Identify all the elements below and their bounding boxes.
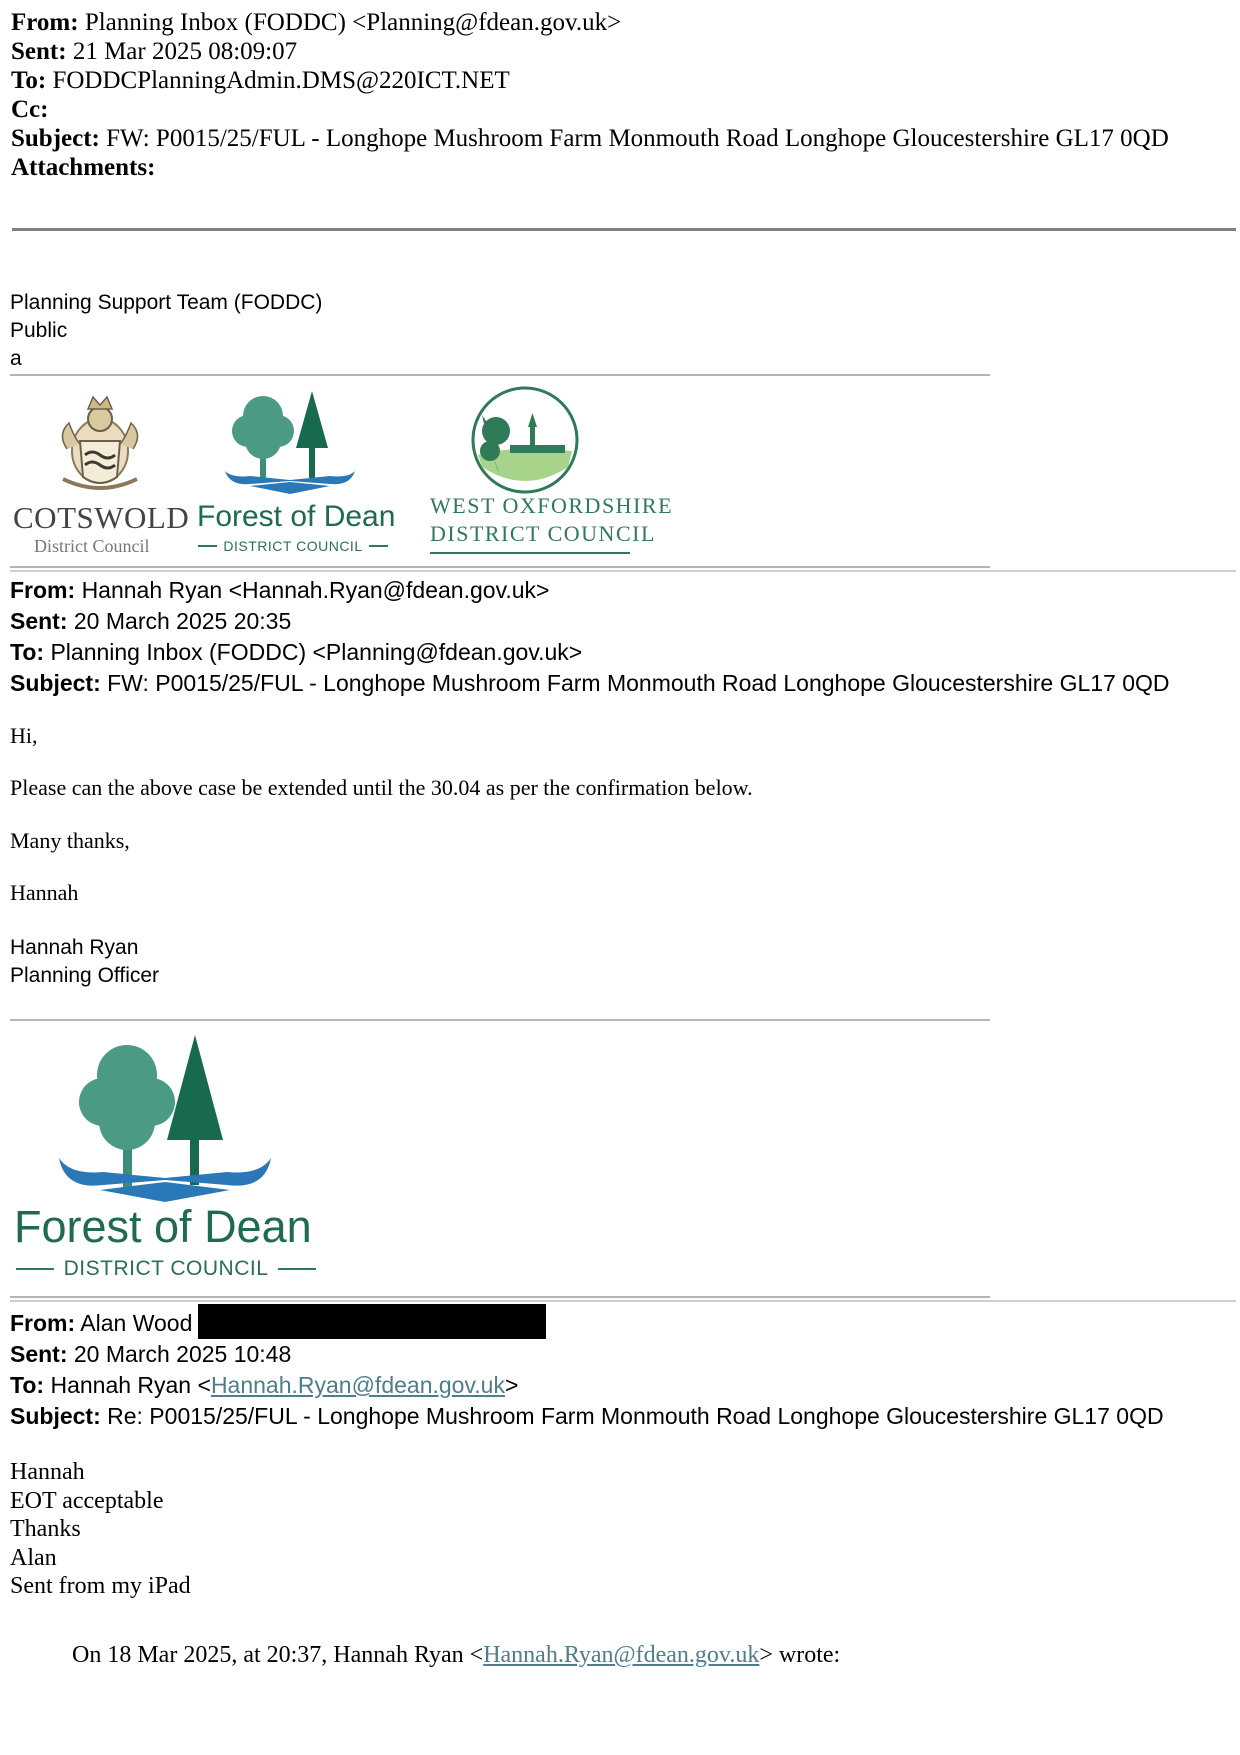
signature-team-name: Planning Support Team (FODDC) (10, 291, 323, 314)
signature-name: Hannah Ryan (10, 936, 139, 959)
message2-line: Sent from my iPad (10, 1573, 191, 1599)
message1-greeting: Hi, (10, 723, 38, 748)
signature-divider-top (10, 374, 990, 376)
wo-name: WEST OXFORDSHIRE (430, 493, 674, 518)
wo-subtitle: DISTRICT COUNCIL (430, 521, 656, 546)
header-subject: Subject: FW: P0015/25/FUL - Longhope Mushroom Farm Monmouth Road Longhope Gloucestershire GL17 0QD (11, 125, 1169, 152)
fod-name-small: Forest of Dean (197, 500, 396, 533)
message2-subject: Subject: Re: P0015/25/FUL - Longhope Mushroom Farm Monmouth Road Longhope Gloucestershire GL17 0QD (10, 1403, 1164, 1429)
message1-sent: Sent: 20 March 2025 20:35 (10, 608, 292, 634)
header-attachments: Attachments: (11, 154, 156, 181)
message2-sent: Sent: 20 March 2025 10:48 (10, 1341, 292, 1367)
wo-underline (430, 552, 630, 554)
message1-to: To: Planning Inbox (FODDC) <Planning@fdean.gov.uk> (10, 639, 583, 665)
message1-signature (10, 934, 159, 990)
quoted-reply-header: On 18 Mar 2025, at 20:37, Hannah Ryan <Hannah.Ryan@fdean.gov.uk> wrote: (72, 1642, 841, 1668)
message2-divider (10, 1300, 1236, 1302)
header-from: From: Planning Inbox (FODDC) <Planning@fdean.gov.uk> (11, 9, 622, 36)
email-header (11, 8, 1169, 182)
forest-of-dean-large-logo-icon (55, 1030, 275, 1205)
message1-subject: Subject: FW: P0015/25/FUL - Longhope Mushroom Farm Monmouth Road Longhope Gloucestershire GL17 0QD (10, 670, 1170, 696)
cotswold-name: COTSWOLD (13, 500, 190, 535)
message2-line: Thanks (10, 1516, 81, 1542)
message2-to: To: Hannah Ryan <Hannah.Ryan@fdean.gov.uk> (10, 1372, 519, 1398)
header-to: To: FODDCPlanningAdmin.DMS@220ICT.NET (11, 67, 510, 94)
fod-large-rule-left (16, 1268, 54, 1270)
signature-classification: Public (10, 319, 68, 342)
signature-title: Planning Officer (10, 964, 160, 987)
message2-body (10, 1458, 191, 1601)
message1-header (10, 575, 1170, 699)
message2-to-email-link[interactable]: Hannah.Ryan@fdean.gov.uk (210, 1372, 505, 1398)
message1-signature-divider (10, 1019, 990, 1021)
message2-line: Hannah (10, 1459, 85, 1485)
message1-body: Please can the above case be extended until the 30.04 as per the confirmation below. (10, 775, 753, 800)
cotswold-subtitle: District Council (34, 536, 150, 556)
message2-from: From: Alan Wood (10, 1304, 1164, 1339)
message1-closing: Many thanks, (10, 828, 130, 853)
west-oxfordshire-logo-icon (470, 385, 580, 495)
fod-subtitle-rule-right (369, 545, 388, 547)
message2-header (10, 1304, 1164, 1432)
message1-divider (10, 570, 1236, 572)
fod-subtitle-rule-left (198, 545, 217, 547)
message1-signoff: Hannah (10, 880, 79, 905)
logos-divider (10, 566, 990, 568)
fod-subtitle-large-row (16, 1257, 316, 1281)
logo-divider-bottom (10, 1296, 990, 1298)
quoted-email-link[interactable]: Hannah.Ryan@fdean.gov.uk (483, 1642, 760, 1668)
forest-of-dean-logo-icon (220, 386, 360, 496)
message2-line: EOT acceptable (10, 1487, 164, 1514)
header-cc: Cc: (11, 96, 49, 123)
fod-large-rule-right (278, 1268, 316, 1270)
fod-subtitle-small: DISTRICT COUNCIL (223, 538, 363, 554)
fod-name-large: Forest of Dean (14, 1201, 312, 1252)
message2-line: Alan (10, 1544, 57, 1571)
fod-subtitle-large: DISTRICT COUNCIL (63, 1257, 269, 1280)
redacted-email-block (198, 1304, 546, 1339)
cotswold-crest-icon (45, 389, 155, 499)
signature-extra-line: a (10, 347, 22, 370)
header-divider (12, 228, 1236, 231)
team-signature (10, 289, 322, 373)
header-sent: Sent: 21 Mar 2025 08:09:07 (11, 38, 298, 65)
fod-subtitle-small-row (198, 538, 388, 554)
message1-from: From: Hannah Ryan <Hannah.Ryan@fdean.gov.uk> (10, 577, 550, 603)
council-logos-row (10, 384, 1000, 564)
